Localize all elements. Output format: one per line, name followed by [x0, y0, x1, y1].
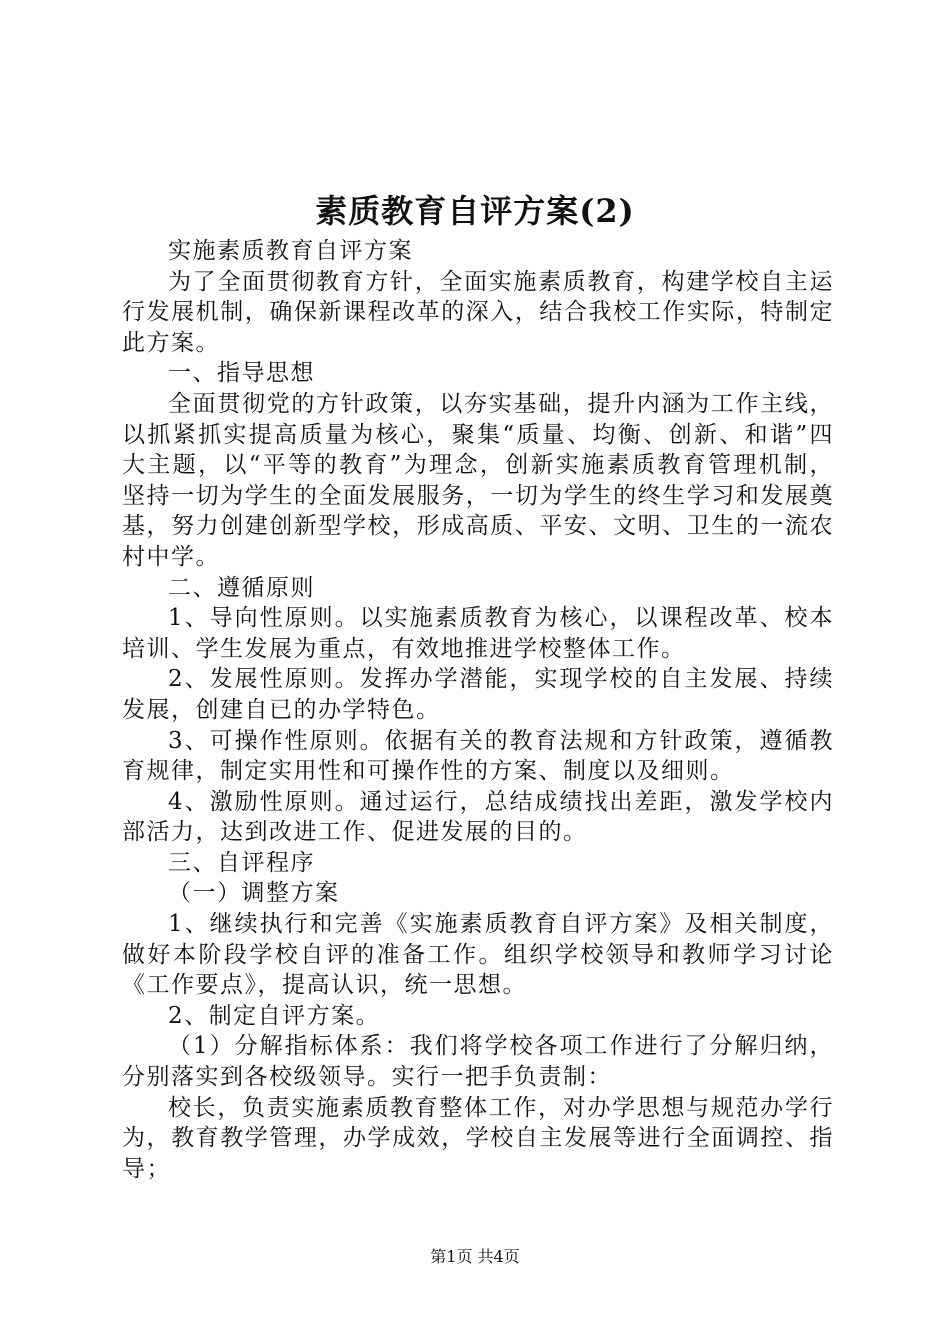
paragraph: 实施素质教育自评方案	[168, 238, 413, 264]
paragraph: 校长，负责实施素质教育整体工作，对办学思想与规范办学行为，教育教学管理，办学成效，学校自主发展等进行全面调控、指导；	[122, 1094, 834, 1182]
paragraph: 2、制定自评方案。	[168, 1002, 381, 1029]
paragraph: 3、可操作性原则。依据有关的教育法规和方针政策，遵循教育规律，制定实用性和可操作性的方案、制度以及细则。	[122, 727, 834, 785]
paragraph: 2、发展性原则。发挥办学潜能，实现学校的自主发展、持续发展，创建自已的办学特色。	[122, 666, 834, 723]
section-heading: 三、自评程序	[168, 849, 315, 876]
paragraph: 4、激励性原则。通过运行，总结成绩找出差距，激发学校内部活力，达到改进工作、促进发展的目的。	[122, 788, 834, 846]
subsection-heading: （一）调整方案	[168, 880, 340, 907]
paragraph: 为了全面贯彻教育方针，全面实施素质教育，构建学校自主运行发展机制，确保新课程改革的深入，结合我校工作实际，特制定此方案。	[122, 268, 834, 356]
document-title: 素质教育自评方案(2)	[315, 192, 635, 230]
paragraph: 1、导向性原则。以实施素质教育为核心，以课程改革、校本培训、学生发展为重点，有效地推进学校整体工作。	[122, 605, 834, 662]
section-heading: 一、指导思想	[168, 360, 315, 387]
paragraph: （1）分解指标体系：我们将学校各项工作进行了分解归纳，分别落实到各校级领导。实行一把手负责制：	[122, 1033, 834, 1091]
document-body	[122, 236, 834, 1184]
paragraph: 1、继续执行和完善《实施素质教育自评方案》及相关制度，做好本阶段学校自评的准备工作。组织学校领导和教师学习讨论《工作要点》，提高认识，统一思想。	[122, 911, 834, 999]
paragraph: 全面贯彻党的方针政策，以夯实基础，提升内涵为工作主线，以抓紧抓实提高质量为核心，聚集“质量、均衡、创新、和谐”四大主题，以“平等的教育”为理念，创新实施素质教育管理机制，坚持一切为学生的全面发展服务，一切为学生的终生学习和发展奠基，努力创建创新型学校，形成高质、平安、文明、卫生的一流农村中学。	[122, 390, 834, 570]
section-heading: 二、遵循原则	[168, 574, 315, 601]
page-footer: 第1页 共4页	[430, 1247, 520, 1266]
